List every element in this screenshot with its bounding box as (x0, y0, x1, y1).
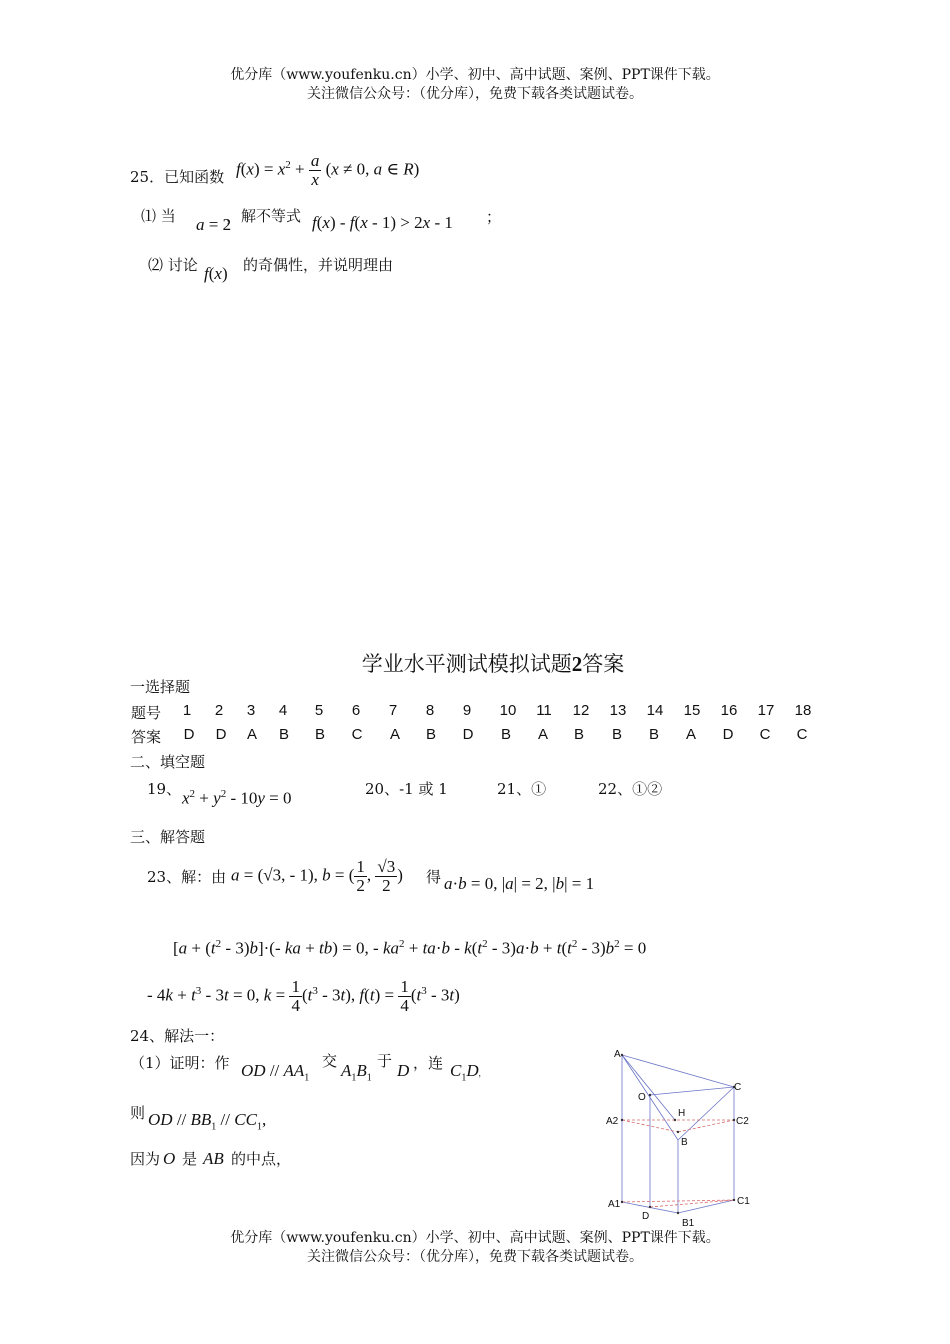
q24-line3-prefix: 因为 (130, 1150, 161, 1168)
answer-choice: B (611, 726, 622, 743)
point-label-a: A (614, 1049, 621, 1060)
answer-choice: C (351, 726, 363, 743)
answer-choice: C (796, 726, 808, 743)
answer-choice: A (246, 726, 257, 743)
point-label-o: O (638, 1092, 646, 1103)
question-number: 1 (182, 702, 192, 719)
edge-ac (622, 1055, 734, 1087)
point-label-c: C (734, 1082, 742, 1093)
answer-choice: A (685, 726, 696, 743)
q23-vectors: a = (√3, - 1), b = ( $\frac{1}{2}$ , $\frac{√3}{2}$ ) (231, 857, 403, 895)
q24-line1-math-a1b1: $A_1B_1$ (341, 1061, 372, 1084)
question-number: 2 (214, 702, 224, 719)
q25-part2-suffix: 的奇偶性，并说明理由 (243, 256, 394, 274)
point-label-d: D (642, 1211, 650, 1222)
segment-oc (650, 1087, 734, 1095)
q23-prefix: 23、解：由 (147, 868, 227, 886)
point-label-b: B (681, 1137, 688, 1148)
question-number: 11 (536, 702, 552, 719)
q25-function-formula: $f(x) = x^2$ + $\frac{a}{x}$ (x ≠ 0, a ∈ R) (236, 151, 420, 189)
q25-part1-prefix: ⑴ 当 (141, 207, 176, 225)
question-number: 5 (314, 702, 324, 719)
answer-choice: C (759, 726, 771, 743)
question-number: 14 (646, 702, 664, 719)
header-line-2: 关注微信公众号：（优分库），免费下载各类试题试卷。 (307, 86, 643, 102)
q25-part1-condition: a = 2 (196, 215, 232, 234)
section-multiple-choice: 一选择题 (130, 678, 191, 696)
q24-line2-prefix: 则 (130, 1104, 146, 1122)
section-solutions: 三、解答题 (130, 828, 206, 846)
row-label-question-number: 题号 (131, 704, 162, 722)
answer-choice: D (215, 726, 227, 743)
point-label-h: H (678, 1108, 686, 1119)
q23-equation-line-2: - $4k + t^3 - 3t = 0$, k = $\frac{1}{4}$ $(t^3 - 3t)$, f(t) = $\frac{1}{4}$ $(t^3 - 3t)$ (147, 977, 460, 1015)
q24-line1-math-od: OD // $AA_1$ (241, 1061, 310, 1084)
q25-part1-inequality: f(x) - f(x - 1) > 2x - 1 (312, 213, 453, 232)
q25-number: 25．已知函数 (130, 168, 225, 186)
answer-choice: B (314, 726, 325, 743)
answer-row-choices (131, 726, 831, 748)
dashed-bc2 (678, 1120, 734, 1132)
q22-answer: 22、①② (598, 780, 663, 798)
question-number: 15 (683, 702, 701, 719)
answer-choice: B (278, 726, 289, 743)
answer-choice: A (389, 726, 400, 743)
answer-choice: B (425, 726, 436, 743)
question-number: 10 (499, 702, 517, 719)
footer-line-1: 优分库（www.youfenku.cn）小学、初中、高中试题、案例、PPT课件下载。 (230, 1230, 720, 1246)
point-label-a1: A1 (608, 1199, 621, 1210)
q25-part2-prefix: ⑵ 讨论 (148, 256, 198, 274)
answer-choice: A (537, 726, 548, 743)
q21-answer: 21、① (497, 780, 547, 798)
q24-line2-math: OD // $BB_1 // CC_1$, (148, 1110, 267, 1133)
q24-line3-shi: 是 (182, 1150, 198, 1168)
q24-line1-math-c1d: $C_1D$, (450, 1061, 481, 1084)
answer-choice: D (722, 726, 734, 743)
q24-line1-prefix: （1）证明：作 (130, 1054, 230, 1072)
q24-line3-suffix: 的中点， (231, 1150, 292, 1168)
q23-de: 得 (426, 868, 442, 886)
answer-row-numbers (131, 702, 831, 724)
q25-part1-mid: ，解不等式 (226, 207, 302, 225)
q24-line1-lian: ，连 (413, 1054, 444, 1072)
question-number: 4 (278, 702, 288, 719)
q24-line1-yu: 于 (377, 1052, 393, 1070)
answer-choice: D (462, 726, 474, 743)
q19-label: 19、 (147, 780, 182, 798)
answer-choice: D (183, 726, 195, 743)
q24-line1-math-d: D (397, 1061, 410, 1080)
row-label-answer: 答案 (131, 728, 162, 746)
question-number: 16 (720, 702, 738, 719)
q24-line3-math-ab: AB (203, 1149, 224, 1168)
question-number: 12 (572, 702, 590, 719)
section-fill-in: 二、填空题 (130, 753, 206, 771)
q24-title: 24、解法一： (130, 1027, 225, 1045)
point-label-b1: B1 (682, 1218, 695, 1229)
q25-part2-function: f(x) (204, 264, 228, 283)
question-number: 3 (246, 702, 256, 719)
q25-part1-end: ； (486, 208, 502, 226)
question-number: 8 (425, 702, 435, 719)
prism-figure (600, 1040, 760, 1232)
question-number: 13 (609, 702, 627, 719)
answer-choice: B (648, 726, 659, 743)
q23-equation-line-1: $[a + (t^2 - 3)b]\cdot(-$ ka + tb) = 0, - $ka^2 + ta\cdot b - k(t^2 - 3)a\cdot b + t(t^2 - 3)b^2 = 0$ (173, 938, 647, 958)
q20-answer: 20、-1 或 1 (365, 780, 448, 798)
point-label-a2: A2 (606, 1116, 619, 1127)
q19-answer: $x^2 + y^2 - 10y = 0$ (182, 788, 292, 808)
q23-results: a·b = 0, |a| = 2, |b| = 1 (444, 874, 595, 893)
question-number: 7 (388, 702, 398, 719)
point-label-c2: C2 (736, 1116, 749, 1127)
point-label-c1: C1 (737, 1196, 750, 1207)
question-number: 9 (462, 702, 472, 719)
edge-bc (678, 1087, 734, 1140)
header-line-1: 优分库（www.youfenku.cn）小学、初中、高中试题、案例、PPT课件下载。 (230, 67, 720, 83)
q24-line3-math-o: O (163, 1149, 176, 1168)
answer-choice: B (500, 726, 511, 743)
answer-choice: B (573, 726, 584, 743)
question-number: 17 (757, 702, 775, 719)
footer-line-2: 关注微信公众号：（优分库），免费下载各类试题试卷。 (307, 1249, 643, 1265)
segment-ah (622, 1055, 675, 1120)
answers-title: 学业水平测试模拟试题2答案 (361, 652, 625, 676)
question-number: 6 (351, 702, 361, 719)
question-number: 18 (794, 702, 812, 719)
q24-line1-jiao: 交 (322, 1052, 338, 1070)
